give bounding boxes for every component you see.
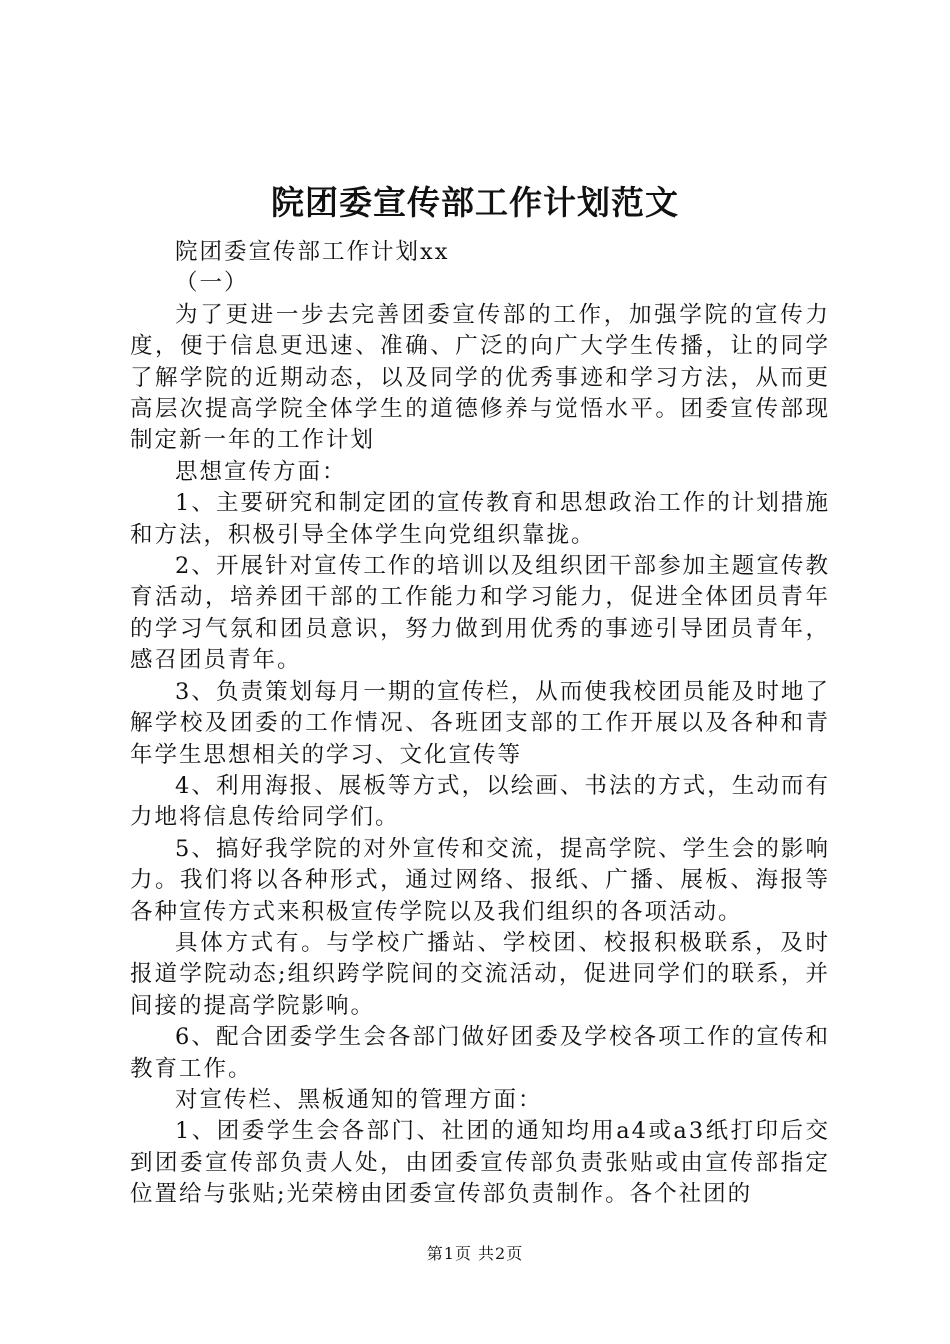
section-heading-bulletin: 对宣传栏、黑板通知的管理方面： xyxy=(175,1086,543,1113)
paragraph-item-1: 1、主要研究和制定团的宣传教育和思想政治工作的计划措施和方法，积极引导全体学生向党组织靠拢。 xyxy=(130,490,830,548)
paragraph-specific-methods: 具体方式有。与学校广播站、学校团、校报积极联系，及时报道学院动态;组织跨学院间的交流活动，促进同学们的联系，并间接的提高学院影响。 xyxy=(130,929,830,1019)
paragraph-subtitle: 院团委宣传部工作计划xx xyxy=(175,239,450,265)
paragraph-item-6: 6、配合团委学生会各部门做好团委及学校各项工作的宣传和教育工作。 xyxy=(130,1024,830,1082)
page-footer: 第1页 共2页 xyxy=(426,1244,524,1263)
paragraph-bulletin-item-1: 1、团委学生会各部门、社团的通知均用a4或a3纸打印后交到团委宣传部负责人处，由团委宣传部负责张贴或由宣传部指定位置给与张贴;光荣榜由团委宣传部负责制作。各个社团的 xyxy=(130,1118,830,1208)
paragraph-section-number: （一） xyxy=(175,270,249,297)
paragraph-item-5: 5、搞好我学院的对外宣传和交流，提高学院、学生会的影响力。我们将以各种形式，通过网络、报纸、广播、展板、海报等各种宣传方式来积极宣传学院以及我们组织的各项活动。 xyxy=(130,835,830,925)
section-heading-ideology: 思想宣传方面： xyxy=(175,458,347,485)
document-title: 院团委宣传部工作计划范文 xyxy=(271,183,679,222)
paragraph-item-3: 3、负责策划每月一期的宣传栏，从而使我校团员能及时地了解学校及团委的工作情况、各班团支部的工作开展以及各种和青年学生思想相关的学习、文化宣传等 xyxy=(130,678,830,768)
document-body xyxy=(130,237,830,1211)
paragraph-intro: 为了更进一步去完善团委宣传部的工作，加强学院的宣传力度，便于信息更迅速、准确、广泛的向广大学生传播，让的同学了解学院的近期动态，以及同学的优秀事迹和学习方法，从而更高层次提高学院全体学生的道德修养与觉悟水平。团委宣传部现制定新一年的工作计划 xyxy=(130,301,830,454)
paragraph-item-4: 4、利用海报、展板等方式，以绘画、书法的方式，生动而有力地将信息传给同学们。 xyxy=(130,772,830,831)
paragraph-item-2: 2、开展针对宣传工作的培训以及组织团干部参加主题宣传教育活动，培养团干部的工作能力和学习能力，促进全体团员青年的学习气氛和团员意识，努力做到用优秀的事迹引导团员青年，感召团员青年。 xyxy=(130,553,830,674)
